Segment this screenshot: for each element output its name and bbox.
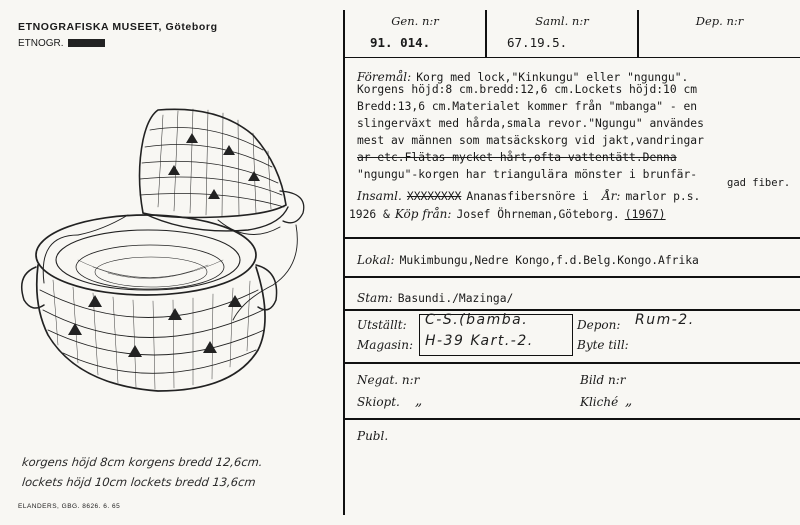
kliche-ditto-mark: „ bbox=[625, 393, 633, 409]
utstallt-label: Utställt: bbox=[357, 318, 407, 332]
foremal-line: Korgens höjd:8 cm.bredd:12,6 cm.Lockets höjd:10 cm bbox=[357, 83, 698, 96]
foremal-line: mest av männen som matsäckskorg vid jakt,vandringar bbox=[357, 134, 704, 147]
utstallt-value: C-S.(bamba. bbox=[425, 312, 529, 328]
section-rule bbox=[345, 309, 800, 311]
publ-section bbox=[345, 421, 800, 511]
section-rule bbox=[345, 276, 800, 278]
magasin-label: Magasin: bbox=[357, 338, 414, 352]
header-row bbox=[345, 10, 800, 58]
etnogr-line bbox=[18, 38, 105, 49]
kop-label: Köp från: bbox=[394, 207, 452, 221]
kop-year: (1967) bbox=[624, 208, 666, 221]
ar-value: marlor p.s. bbox=[625, 190, 701, 203]
saml-label: Saml. n:r bbox=[535, 14, 589, 28]
left-panel bbox=[0, 0, 343, 525]
dep-cell bbox=[639, 10, 800, 57]
depon-value: Rum-2. bbox=[635, 312, 695, 328]
negat-section bbox=[345, 365, 800, 415]
foremal-line: Korg med lock,"Kinkungu" eller "ngungu". bbox=[416, 71, 689, 84]
foremal-line: Bredd:13,6 cm.Materialet kommer från "mbanga" - en bbox=[357, 100, 698, 113]
kliche-label: Kliché bbox=[580, 395, 619, 409]
insaml-label: Insaml. bbox=[357, 189, 402, 203]
gen-cell bbox=[345, 10, 485, 57]
byte-label: Byte till: bbox=[577, 338, 629, 352]
lokal-label: Lokal: bbox=[357, 253, 395, 267]
printer-imprint: ELANDERS, GBG. 8626. 6. 65 bbox=[18, 503, 121, 510]
depon-label: Depon: bbox=[577, 318, 621, 332]
foremal-section bbox=[345, 62, 800, 237]
gen-label: Gen. n:r bbox=[391, 14, 439, 28]
etnogr-struck-text: AVDELN. bbox=[69, 38, 104, 48]
storage-section bbox=[345, 312, 800, 360]
handwritten-lid-dimensions: lockets höjd 10cm lockets bredd 13,6cm bbox=[21, 475, 257, 489]
foremal-line: "ngungu"-korgen har triangulära mönster i brunfär- bbox=[357, 168, 698, 181]
publ-label: Publ. bbox=[357, 429, 389, 443]
insaml-text: Ananasfibersnöre i bbox=[466, 190, 589, 203]
lokal-section bbox=[345, 240, 800, 276]
section-rule bbox=[345, 237, 800, 239]
lokal-value: Mukimbungu,Nedre Kongo,f.d.Belg.Kongo.Afrika bbox=[399, 254, 699, 267]
gen-value: 91. 014. bbox=[370, 35, 431, 50]
stam-section bbox=[345, 279, 800, 309]
bild-label: Bild n:r bbox=[580, 373, 626, 387]
insaml-struck: XXXXXXXX bbox=[406, 190, 462, 203]
foremal-line: ar etc.Flätas mycket hårt,ofta vattentätt.Denna bbox=[357, 151, 677, 164]
saml-cell bbox=[487, 10, 637, 57]
right-panel bbox=[345, 0, 800, 525]
basket-sketch-illustration bbox=[18, 95, 318, 410]
insaml-overflow: gad fiber. bbox=[727, 177, 791, 189]
saml-value: 67.19.5. bbox=[507, 35, 568, 50]
stam-label: Stam: bbox=[357, 291, 393, 305]
magasin-value: H-39 Kart.-2. bbox=[425, 333, 534, 349]
stam-value: Basundi./Mazinga/ bbox=[397, 292, 514, 305]
foremal-line: slingerväxt med hårda,smala revor."Ngungu" användes bbox=[357, 117, 704, 130]
negat-label: Negat. n:r bbox=[357, 373, 420, 387]
foremal-label: Föremål: bbox=[357, 70, 412, 84]
skiopt-label: Skiopt. bbox=[357, 395, 400, 409]
kop-prefix: 1926 & bbox=[349, 208, 390, 221]
museum-name: ETNOGRAFISKA MUSEET, Göteborg bbox=[18, 21, 218, 33]
ar-label: År: bbox=[601, 189, 621, 203]
skiopt-ditto-mark: „ bbox=[415, 393, 423, 409]
kop-value: Josef Öhrneman,Göteborg. bbox=[456, 208, 620, 221]
handwritten-basket-dimensions: korgens höjd 8cm korgens bredd 12,6cm. bbox=[21, 455, 264, 469]
section-rule bbox=[345, 362, 800, 364]
etnogr-label: ETNOGR. bbox=[18, 38, 64, 49]
section-rule bbox=[345, 418, 800, 420]
dep-label: Dep. n:r bbox=[695, 14, 744, 28]
